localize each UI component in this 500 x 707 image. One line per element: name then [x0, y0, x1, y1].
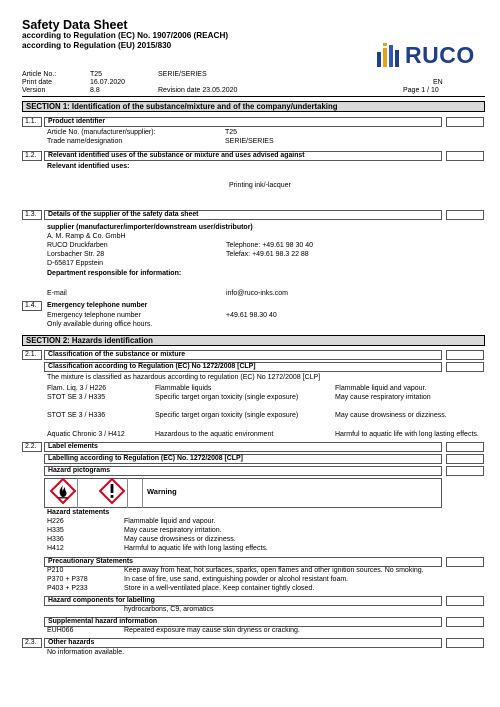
identified-uses-title: Relevant identified uses of the substance or mixture and uses advised against	[44, 151, 442, 161]
telephone: Telephone: +49.61 98 30 40	[226, 242, 313, 249]
num-1-1: 1.1.	[22, 117, 42, 127]
print-date-value: 16.07.2020	[90, 79, 126, 86]
supplemental-title: Supplemental hazard information	[44, 617, 442, 627]
section-1-title: SECTION 1: Identification of the substance/mixture and of the company/undertaking	[22, 101, 485, 112]
supplemental-text: Repeated exposure may cause skin dryness or cracking.	[124, 627, 300, 634]
article-no-label: Article No. (manufacturer/supplier):	[47, 129, 156, 136]
version-label: Version	[22, 87, 46, 94]
hazard-text: May cause drowsiness or dizziness.	[124, 536, 236, 543]
email-label: E-mail	[47, 290, 67, 297]
telefax: Telefax: +49.61 98.3 22 88	[226, 251, 309, 258]
margin-box	[446, 638, 484, 648]
class-code: Aquatic Chronic 3 / H412	[47, 431, 125, 438]
emergency-label: Emergency telephone number	[47, 312, 141, 319]
num-2-2: 2.2.	[22, 442, 42, 452]
hazard-text: Harmful to aquatic life with long lasting effects.	[124, 545, 268, 552]
margin-box	[446, 466, 484, 476]
class-effect: May cause drowsiness or dizziness.	[335, 412, 447, 419]
class-code: STOT SE 3 / H336	[47, 412, 106, 419]
class-code: Flam. Liq. 3 / H226	[47, 385, 107, 392]
logo-bars-icon	[375, 43, 403, 69]
hazard-statements-title: Hazard statements	[47, 509, 110, 516]
revision-date: Revision date 23.05.2020	[158, 87, 238, 94]
section-2-title: SECTION 2: Hazards identification	[22, 335, 485, 346]
address-line-4: D-65817 Eppstein	[47, 260, 104, 267]
margin-box	[446, 617, 484, 627]
flame-pictogram-icon	[50, 478, 76, 504]
supplier-details-title: Details of the supplier of the safety data sheet	[44, 210, 442, 220]
article-label: Article No.:	[22, 71, 57, 78]
num-1-2: 1.2.	[22, 151, 42, 161]
header-divider	[22, 96, 485, 97]
margin-box	[446, 151, 484, 161]
version-value: 8.8	[90, 87, 100, 94]
num-1-3: 1.3.	[22, 210, 42, 220]
class-desc: Specific target organ toxicity (single exposure)	[155, 412, 299, 419]
margin-box	[446, 596, 484, 606]
signal-word: Warning	[147, 487, 177, 496]
logo-text: RUCO	[405, 42, 475, 68]
emergency-value: +49.61 98.30 40	[226, 312, 277, 319]
class-code: STOT SE 3 / H335	[47, 394, 106, 401]
class-effect: Flammable liquid and vapour.	[335, 385, 427, 392]
class-desc: Specific target organ toxicity (single exposure)	[155, 394, 299, 401]
precaution-code: P210	[47, 567, 64, 574]
precaution-text: Keep away from heat, hot surfaces, sparks, open flames and other ignition sources. No smoking.	[124, 567, 424, 574]
exclamation-pictogram-icon	[99, 478, 125, 504]
pictogram-divider	[127, 478, 128, 508]
hazard-code: H226	[47, 518, 64, 525]
identified-uses-value: Printing ink/-lacquer	[229, 182, 291, 189]
classification-regulation: Classification according to Regulation (EC) No 1272/2008 [CLP]	[44, 362, 442, 372]
precautionary-title: Precautionary Statements	[44, 557, 442, 567]
pictogram-divider	[142, 478, 143, 508]
supplier-subtitle: supplier (manufacturer/importer/downstream user/distributor)	[47, 224, 253, 231]
hazard-text: May cause respiratory irritation.	[124, 527, 222, 534]
trade-name-value: SERIE/SERIES	[225, 138, 274, 145]
identified-uses-label: Relevant identified uses:	[47, 163, 130, 170]
hazard-components-title: Hazard components for labelling	[44, 596, 442, 606]
label-elements-title: Label elements	[44, 442, 442, 452]
address-line-2: RUCO Druckfarben	[47, 242, 108, 249]
hazard-text: Flammable liquid and vapour.	[124, 518, 216, 525]
regulation-eu: according to Regulation (EU) 2015/830	[22, 41, 172, 50]
precaution-text: In case of fire, use sand, extinguishing powder or alcohol resistant foam.	[124, 576, 349, 583]
regulation-reach: according to Regulation (EC) No. 1907/2006 (REACH)	[22, 31, 229, 40]
margin-box	[446, 454, 484, 464]
mixture-note: The mixture is classified as hazardous according to regulation (EC) No 1272/2008 [CLP]	[47, 374, 321, 381]
email-value[interactable]: info@ruco-inks.com	[226, 290, 288, 297]
margin-box	[446, 557, 484, 567]
classification-title: Classification of the substance or mixture	[44, 350, 442, 360]
num-2-3: 2.3.	[22, 638, 42, 648]
class-desc: Flammable liquids	[155, 385, 212, 392]
address-line-1: A. M. Ramp & Co. GmbH	[47, 233, 126, 240]
pictogram-divider	[77, 478, 78, 508]
language-code: EN	[433, 79, 443, 86]
pictograms-title: Hazard pictograms	[44, 466, 442, 476]
precaution-text: Store in a well-ventilated place. Keep container tightly closed.	[124, 585, 315, 592]
precaution-code: P370 + P378	[47, 576, 88, 583]
other-hazards-value: No information available.	[47, 649, 125, 656]
margin-box	[446, 362, 484, 372]
document-title: Safety Data Sheet	[22, 18, 128, 32]
article-value: T25	[90, 71, 103, 78]
page-number: Page 1 / 10	[403, 87, 439, 94]
hazard-code: H335	[47, 527, 64, 534]
ruco-logo	[375, 43, 485, 69]
product-identifier: Product identifier	[44, 117, 442, 127]
labelling-regulation: Labelling according to Regulation (EC) No. 1272/2008 [CLP]	[44, 454, 442, 464]
margin-box	[446, 442, 484, 452]
article-no-value: T25	[225, 129, 238, 136]
department-label: Department responsible for information:	[47, 270, 182, 277]
other-hazards-title: Other hazards	[44, 638, 442, 648]
margin-box	[446, 117, 484, 127]
trade-name-label: Trade name/designation	[47, 138, 123, 145]
hazard-code: H336	[47, 536, 64, 543]
num-1-4: 1.4.	[22, 301, 42, 311]
emergency-title: Emergency telephone number	[47, 302, 148, 309]
emergency-note: Only available during office hours.	[47, 321, 153, 328]
address-line-3: Lorsbacher Str. 28	[47, 251, 105, 258]
hazard-components-value: hydrocarbons, C9, aromatics	[124, 606, 214, 613]
precaution-code: P403 + P233	[47, 585, 88, 592]
article-name: SERIE/SERIES	[158, 71, 207, 78]
margin-box	[446, 350, 484, 360]
print-date-label: Print date	[22, 79, 52, 86]
class-effect: Harmful to aquatic life with long lasting effects.	[335, 431, 479, 438]
class-effect: May cause respiratory irritation	[335, 394, 431, 401]
class-desc: Hazardous to the aquatic environment	[155, 431, 274, 438]
num-2-1: 2.1.	[22, 350, 42, 360]
margin-box	[446, 210, 484, 220]
supplemental-code: EUH066	[47, 627, 74, 634]
hazard-code: H412	[47, 545, 64, 552]
